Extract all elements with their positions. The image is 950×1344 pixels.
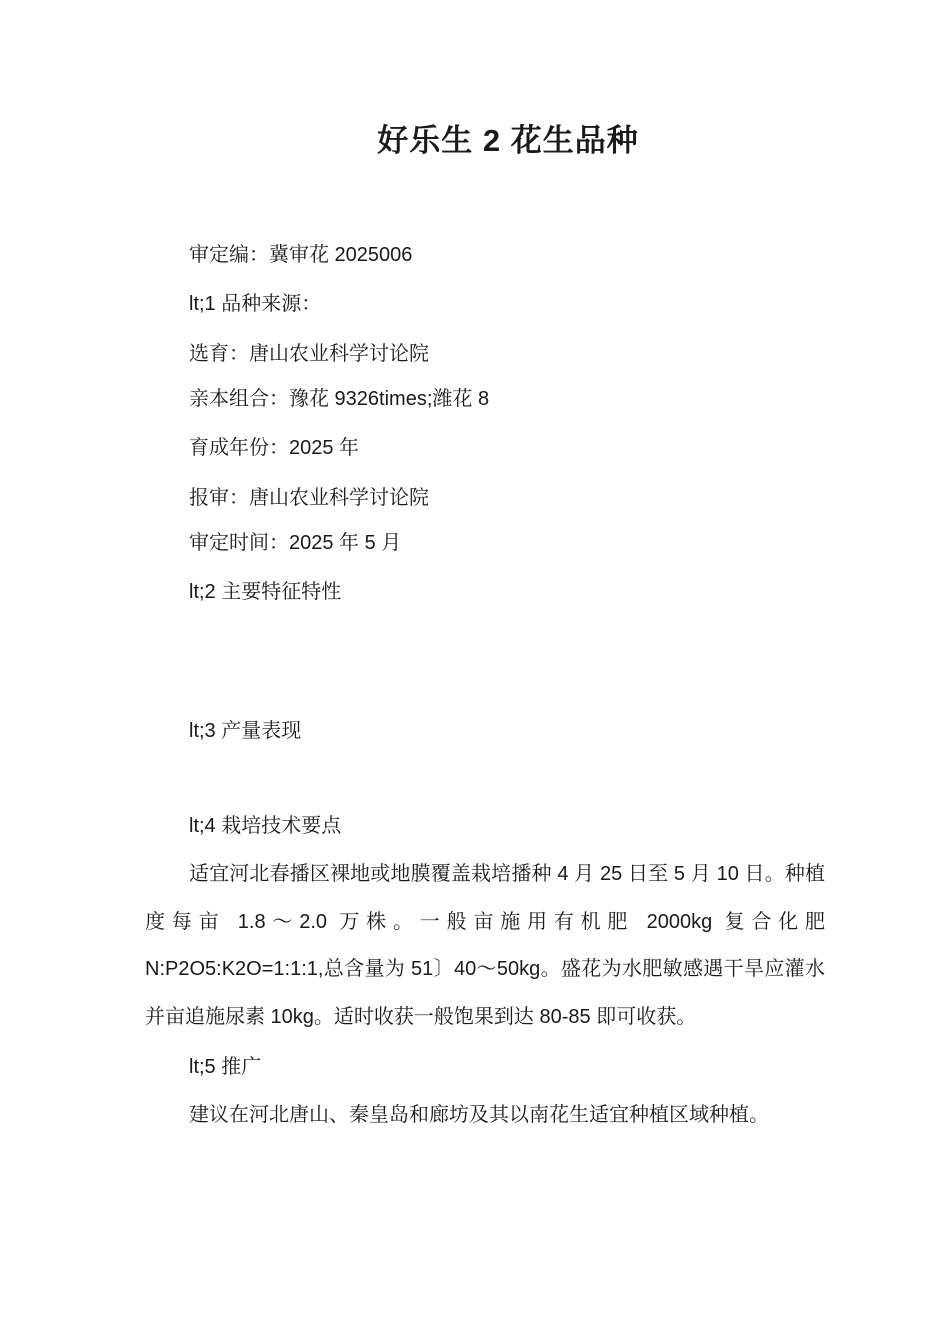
promotion-paragraph: 建议在河北唐山、秦皇岛和廊坊及其以南花生适宜种植区域种植。 (189, 1104, 769, 1126)
document-title: 好乐生 2 花生品种 (377, 123, 639, 158)
breeding-year: 育成年份：2025 年 (189, 437, 360, 459)
applicant: 报审：唐山农业科学讨论院 (189, 487, 429, 509)
cultivation-paragraph: 适宜河北春播区裸地或地膜覆盖栽培播种 4 月 25 日至 5 月 10 日。种植度每亩 1.8～2.0 万株。一般亩施用有机肥 2000kg 复合化肥 N:P2O5:K2O=1:1:1,总含量为 51〕40～50kg。盛花为水肥敏感遇干旱应灌水并亩追施尿素 10kg。适时收获一般饱果到达 80-85 即可收获。 (145, 863, 825, 1028)
section-heading-main-characteristics: lt;2 主要特征特性 (189, 581, 342, 603)
approval-date: 审定时间：2025 年 5 月 (189, 532, 402, 554)
approval-number: 审定编：冀审花 2025006 (189, 244, 413, 266)
parent-combination: 亲本组合：豫花 9326times;潍花 8 (189, 388, 490, 410)
breeder: 选育：唐山农业科学讨论院 (189, 343, 429, 365)
section-heading-promotion: lt;5 推广 (189, 1056, 262, 1078)
section-heading-cultivation: lt;4 栽培技术要点 (189, 815, 342, 837)
section-heading-variety-source: lt;1 品种来源： (189, 293, 322, 315)
section-heading-yield: lt;3 产量表现 (189, 720, 302, 742)
